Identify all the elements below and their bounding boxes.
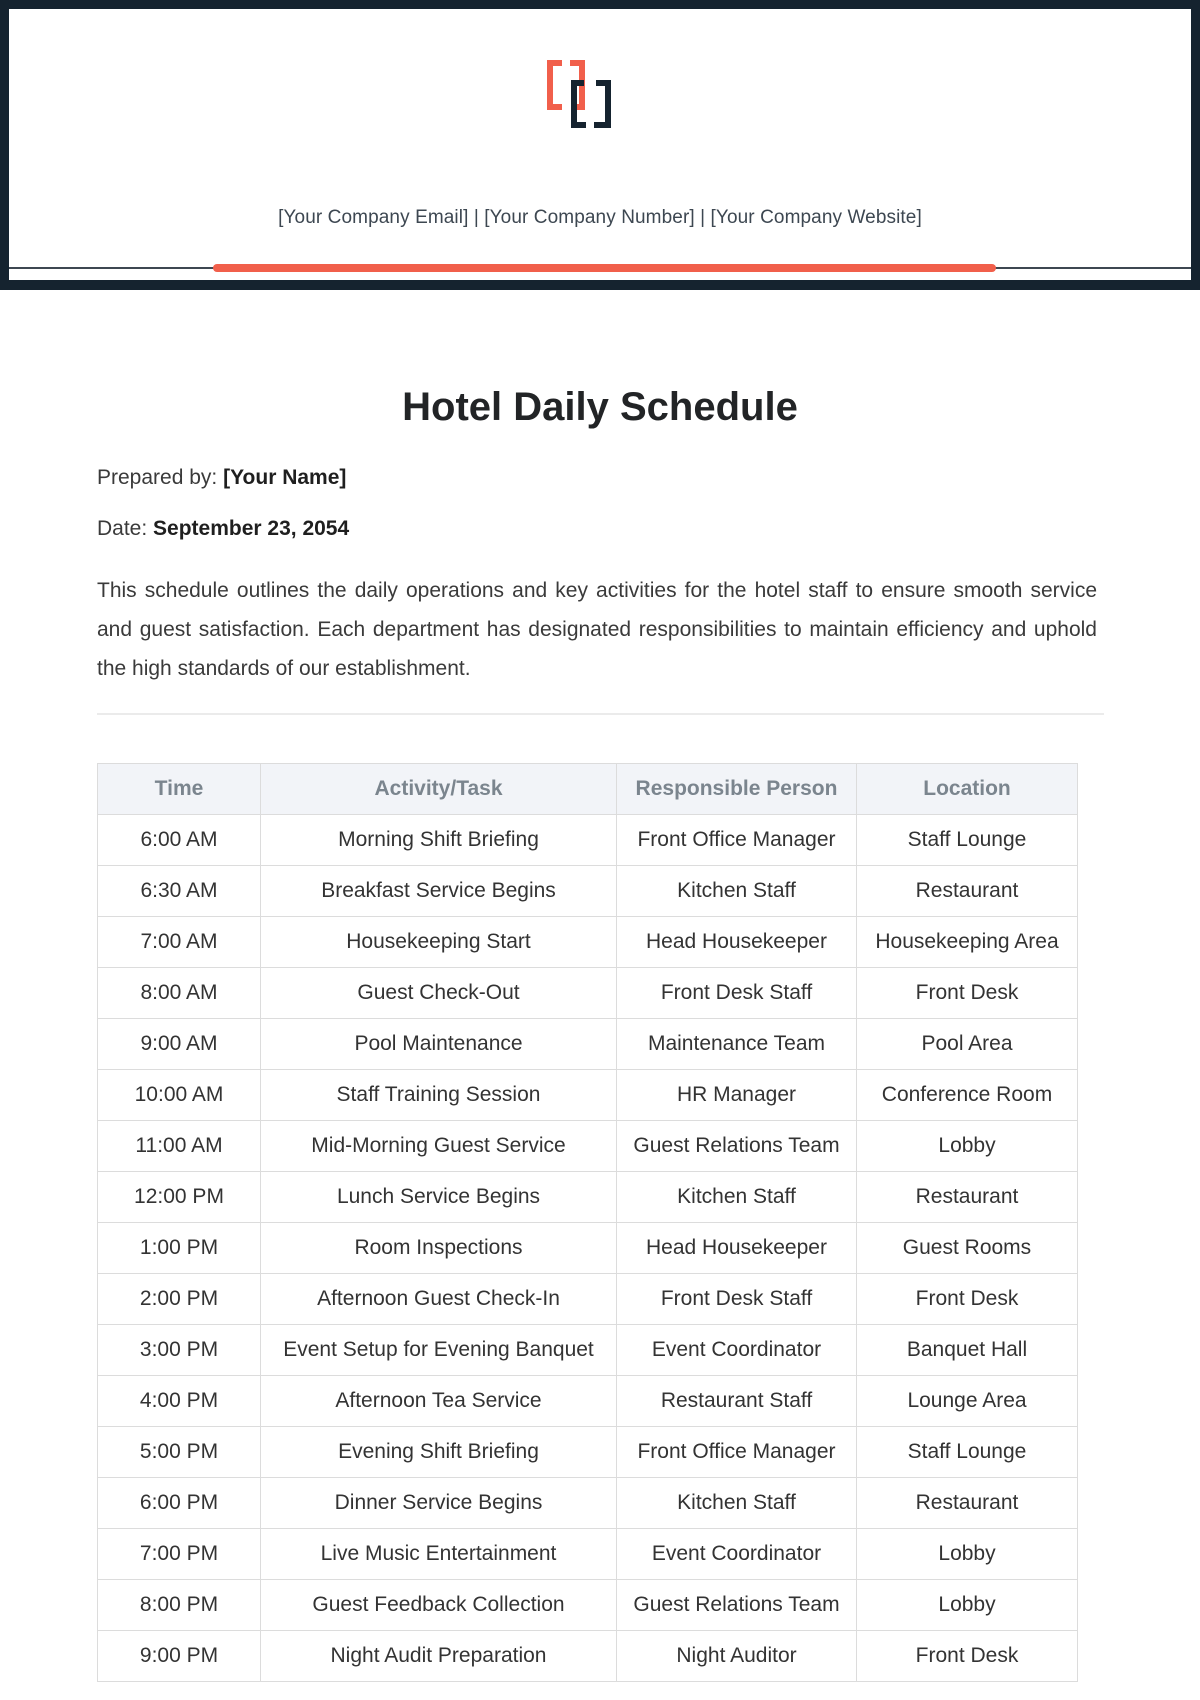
prepared-by-label: Prepared by: (97, 466, 218, 489)
letterhead (0, 0, 1200, 290)
cell-responsible: Night Auditor (617, 1631, 857, 1682)
cell-responsible: Head Housekeeper (617, 917, 857, 968)
cell-responsible: Kitchen Staff (617, 866, 857, 917)
section-divider (97, 713, 1104, 715)
cell-responsible: Event Coordinator (617, 1325, 857, 1376)
header-accent-bar (213, 264, 996, 272)
cell-time: 2:00 PM (98, 1274, 261, 1325)
cell-responsible: Guest Relations Team (617, 1121, 857, 1172)
cell-activity: Night Audit Preparation (261, 1631, 617, 1682)
cell-responsible: Maintenance Team (617, 1019, 857, 1070)
cell-responsible: Front Desk Staff (617, 968, 857, 1019)
cell-time: 8:00 AM (98, 968, 261, 1019)
cell-location: Pool Area (857, 1019, 1078, 1070)
column-header-responsible: Responsible Person (617, 764, 857, 815)
column-header-activity: Activity/Task (261, 764, 617, 815)
table-row (98, 968, 1078, 1019)
cell-activity: Event Setup for Evening Banquet (261, 1325, 617, 1376)
table-row (98, 917, 1078, 968)
schedule-table (97, 763, 1078, 1682)
cell-time: 9:00 PM (98, 1631, 261, 1682)
cell-time: 3:00 PM (98, 1325, 261, 1376)
cell-location: Lobby (857, 1580, 1078, 1631)
cell-activity: Breakfast Service Begins (261, 866, 617, 917)
cell-time: 1:00 PM (98, 1223, 261, 1274)
table-row (98, 1019, 1078, 1070)
cell-location: Conference Room (857, 1070, 1078, 1121)
cell-location: Front Desk (857, 1274, 1078, 1325)
column-header-location: Location (857, 764, 1078, 815)
cell-location: Front Desk (857, 1631, 1078, 1682)
cell-time: 6:30 AM (98, 866, 261, 917)
cell-responsible: Front Office Manager (617, 1427, 857, 1478)
cell-location: Front Desk (857, 968, 1078, 1019)
table-header-row (98, 764, 1078, 815)
cell-location: Staff Lounge (857, 815, 1078, 866)
date-label: Date: (97, 517, 148, 540)
cell-activity: Evening Shift Briefing (261, 1427, 617, 1478)
table-row (98, 1325, 1078, 1376)
letterhead-inner (9, 9, 1191, 280)
cell-location: Lounge Area (857, 1376, 1078, 1427)
table-row (98, 815, 1078, 866)
cell-location: Lobby (857, 1121, 1078, 1172)
table-row (98, 1631, 1078, 1682)
cell-activity: Pool Maintenance (261, 1019, 617, 1070)
cell-time: 5:00 PM (98, 1427, 261, 1478)
date-value: September 23, 2054 (153, 517, 350, 540)
table-row (98, 1478, 1078, 1529)
bracket-logo-icon (544, 59, 614, 129)
cell-activity: Live Music Entertainment (261, 1529, 617, 1580)
cell-location: Restaurant (857, 866, 1078, 917)
table-row (98, 1529, 1078, 1580)
cell-location: Lobby (857, 1529, 1078, 1580)
cell-time: 10:00 AM (98, 1070, 261, 1121)
cell-activity: Housekeeping Start (261, 917, 617, 968)
cell-responsible: Restaurant Staff (617, 1376, 857, 1427)
intro-paragraph: This schedule outlines the daily operations and key activities for the hotel staff to ensure smooth service and guest satisfaction. Each department has designated responsibilities to maintain efficiency and uphold the high standards of our establishment. (97, 579, 1097, 680)
cell-location: Housekeeping Area (857, 917, 1078, 968)
prepared-by (97, 466, 346, 490)
cell-activity: Guest Feedback Collection (261, 1580, 617, 1631)
cell-time: 8:00 PM (98, 1580, 261, 1631)
cell-activity: Room Inspections (261, 1223, 617, 1274)
cell-location: Restaurant (857, 1478, 1078, 1529)
cell-responsible: Front Office Manager (617, 815, 857, 866)
cell-time: 7:00 AM (98, 917, 261, 968)
document-date (97, 517, 349, 541)
cell-responsible: Kitchen Staff (617, 1478, 857, 1529)
cell-responsible: HR Manager (617, 1070, 857, 1121)
cell-location: Restaurant (857, 1172, 1078, 1223)
cell-time: 12:00 PM (98, 1172, 261, 1223)
cell-responsible: Head Housekeeper (617, 1223, 857, 1274)
cell-activity: Staff Training Session (261, 1070, 617, 1121)
cell-responsible: Event Coordinator (617, 1529, 857, 1580)
cell-activity: Afternoon Guest Check-In (261, 1274, 617, 1325)
cell-responsible: Front Desk Staff (617, 1274, 857, 1325)
table-row (98, 1121, 1078, 1172)
prepared-by-value: [Your Name] (223, 466, 347, 489)
page-title: Hotel Daily Schedule (402, 385, 798, 429)
cell-activity: Morning Shift Briefing (261, 815, 617, 866)
table-row (98, 1580, 1078, 1631)
cell-time: 4:00 PM (98, 1376, 261, 1427)
cell-responsible: Kitchen Staff (617, 1172, 857, 1223)
company-contact-line: [Your Company Email] | [Your Company Number] | [Your Company Website] (278, 207, 922, 228)
cell-time: 11:00 AM (98, 1121, 261, 1172)
table-row (98, 1376, 1078, 1427)
cell-activity: Guest Check-Out (261, 968, 617, 1019)
column-header-time: Time (98, 764, 261, 815)
table-row (98, 1223, 1078, 1274)
cell-time: 7:00 PM (98, 1529, 261, 1580)
table-row (98, 1172, 1078, 1223)
cell-time: 6:00 PM (98, 1478, 261, 1529)
cell-location: Guest Rooms (857, 1223, 1078, 1274)
cell-time: 9:00 AM (98, 1019, 261, 1070)
cell-location: Banquet Hall (857, 1325, 1078, 1376)
cell-activity: Lunch Service Begins (261, 1172, 617, 1223)
cell-location: Staff Lounge (857, 1427, 1078, 1478)
table-row (98, 1274, 1078, 1325)
cell-activity: Dinner Service Begins (261, 1478, 617, 1529)
table-row (98, 1070, 1078, 1121)
cell-responsible: Guest Relations Team (617, 1580, 857, 1631)
cell-time: 6:00 AM (98, 815, 261, 866)
cell-activity: Afternoon Tea Service (261, 1376, 617, 1427)
table-row (98, 866, 1078, 917)
table-row (98, 1427, 1078, 1478)
cell-activity: Mid-Morning Guest Service (261, 1121, 617, 1172)
